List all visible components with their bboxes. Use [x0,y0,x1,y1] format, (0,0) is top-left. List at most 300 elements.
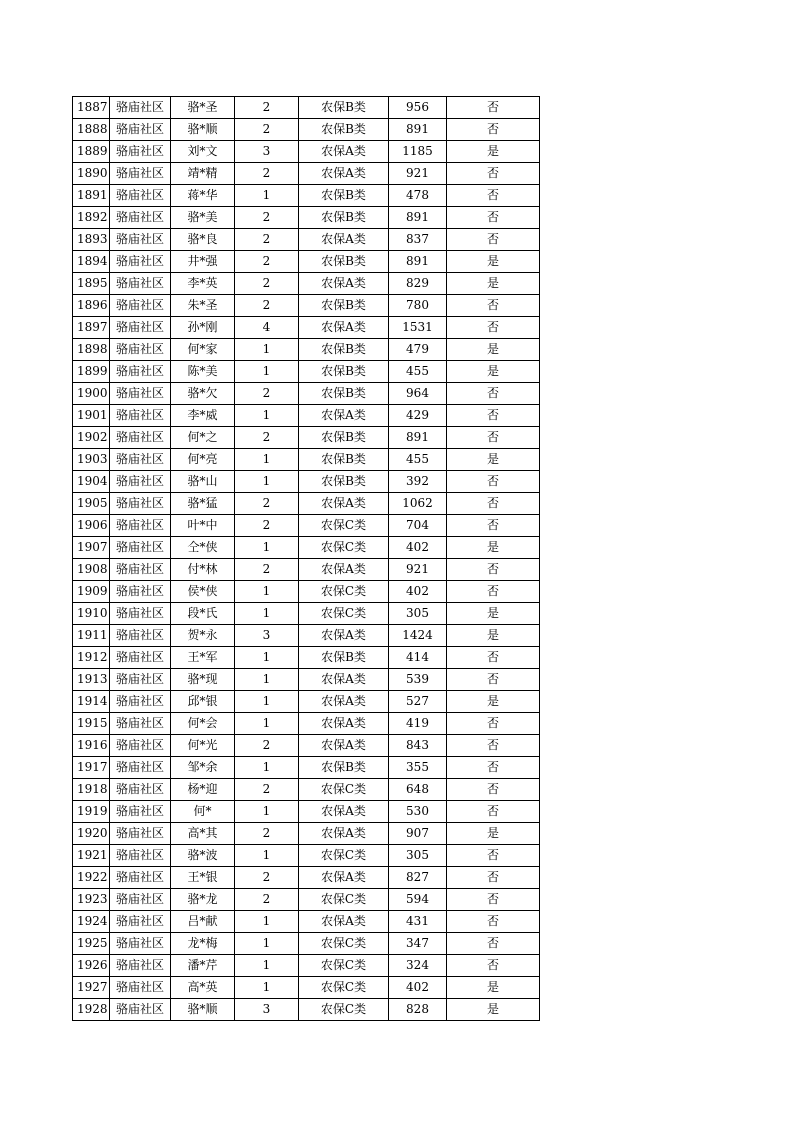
row-number-cell: 1891 [73,185,110,207]
row-number-cell: 1888 [73,119,110,141]
row-number-cell: 1898 [73,339,110,361]
insurance-type-cell: 农保C类 [299,603,389,625]
insurance-type-cell: 农保B类 [299,471,389,493]
household-size-cell: 2 [235,163,299,185]
community-cell: 骆庙社区 [110,97,171,119]
household-size-cell: 1 [235,691,299,713]
row-number-cell: 1910 [73,603,110,625]
table-row [73,273,540,295]
insurance-type-cell: 农保B类 [299,119,389,141]
row-number-cell: 1896 [73,295,110,317]
community-cell: 骆庙社区 [110,295,171,317]
insurance-type-cell: 农保B类 [299,251,389,273]
community-cell: 骆庙社区 [110,229,171,251]
name-cell: 骆*良 [171,229,235,251]
amount-cell: 1531 [389,317,447,339]
row-number-cell: 1903 [73,449,110,471]
table-row [73,361,540,383]
insurance-type-cell: 农保B类 [299,427,389,449]
community-cell: 骆庙社区 [110,713,171,735]
flag-cell: 否 [447,647,540,669]
table-row [73,405,540,427]
community-cell: 骆庙社区 [110,251,171,273]
name-cell: 靖*精 [171,163,235,185]
table-row [73,163,540,185]
insurance-type-cell: 农保C类 [299,515,389,537]
insurance-type-cell: 农保A类 [299,867,389,889]
name-cell: 王*银 [171,867,235,889]
insurance-type-cell: 农保B类 [299,757,389,779]
community-cell: 骆庙社区 [110,889,171,911]
amount-cell: 305 [389,603,447,625]
flag-cell: 否 [447,933,540,955]
table-row [73,713,540,735]
name-cell: 邱*银 [171,691,235,713]
insurance-type-cell: 农保A类 [299,625,389,647]
insurance-type-cell: 农保B类 [299,295,389,317]
row-number-cell: 1902 [73,427,110,449]
data-table [72,96,540,1021]
name-cell: 蒋*华 [171,185,235,207]
household-size-cell: 1 [235,603,299,625]
row-number-cell: 1887 [73,97,110,119]
insurance-type-cell: 农保A类 [299,273,389,295]
household-size-cell: 1 [235,977,299,999]
name-cell: 高*英 [171,977,235,999]
name-cell: 骆*现 [171,669,235,691]
flag-cell: 是 [447,251,540,273]
flag-cell: 否 [447,559,540,581]
table-row [73,207,540,229]
household-size-cell: 1 [235,339,299,361]
amount-cell: 478 [389,185,447,207]
name-cell: 陈*美 [171,361,235,383]
flag-cell: 否 [447,779,540,801]
row-number-cell: 1926 [73,955,110,977]
table-row [73,97,540,119]
community-cell: 骆庙社区 [110,427,171,449]
amount-cell: 829 [389,273,447,295]
household-size-cell: 1 [235,405,299,427]
community-cell: 骆庙社区 [110,867,171,889]
amount-cell: 455 [389,449,447,471]
name-cell: 叶*中 [171,515,235,537]
community-cell: 骆庙社区 [110,845,171,867]
household-size-cell: 2 [235,383,299,405]
amount-cell: 827 [389,867,447,889]
name-cell: 朱*圣 [171,295,235,317]
amount-cell: 891 [389,251,447,273]
community-cell: 骆庙社区 [110,669,171,691]
insurance-type-cell: 农保C类 [299,933,389,955]
flag-cell: 否 [447,119,540,141]
amount-cell: 1424 [389,625,447,647]
row-number-cell: 1892 [73,207,110,229]
table-row [73,867,540,889]
household-size-cell: 1 [235,955,299,977]
table-row [73,493,540,515]
name-cell: 骆*顺 [171,999,235,1021]
flag-cell: 否 [447,229,540,251]
insurance-type-cell: 农保B类 [299,185,389,207]
community-cell: 骆庙社区 [110,273,171,295]
name-cell: 杨*迎 [171,779,235,801]
row-number-cell: 1914 [73,691,110,713]
insurance-type-cell: 农保C类 [299,779,389,801]
table-row [73,603,540,625]
amount-cell: 1062 [389,493,447,515]
insurance-type-cell: 农保A类 [299,669,389,691]
household-size-cell: 3 [235,141,299,163]
community-cell: 骆庙社区 [110,493,171,515]
flag-cell: 是 [447,691,540,713]
amount-cell: 594 [389,889,447,911]
insurance-type-cell: 农保A类 [299,317,389,339]
amount-cell: 530 [389,801,447,823]
household-size-cell: 2 [235,735,299,757]
community-cell: 骆庙社区 [110,779,171,801]
household-size-cell: 1 [235,185,299,207]
row-number-cell: 1923 [73,889,110,911]
household-size-cell: 2 [235,559,299,581]
insurance-type-cell: 农保C类 [299,999,389,1021]
table-row [73,845,540,867]
community-cell: 骆庙社区 [110,999,171,1021]
insurance-type-cell: 农保C类 [299,977,389,999]
insurance-type-cell: 农保B类 [299,207,389,229]
row-number-cell: 1901 [73,405,110,427]
table-row [73,559,540,581]
flag-cell: 否 [447,669,540,691]
household-size-cell: 2 [235,119,299,141]
amount-cell: 402 [389,581,447,603]
table-row [73,317,540,339]
table-row [73,779,540,801]
row-number-cell: 1915 [73,713,110,735]
table-row [73,669,540,691]
insurance-type-cell: 农保A类 [299,559,389,581]
table-row [73,933,540,955]
name-cell: 骆*波 [171,845,235,867]
name-cell: 孙*刚 [171,317,235,339]
community-cell: 骆庙社区 [110,361,171,383]
row-number-cell: 1922 [73,867,110,889]
insurance-type-cell: 农保C类 [299,537,389,559]
flag-cell: 否 [447,581,540,603]
row-number-cell: 1890 [73,163,110,185]
amount-cell: 402 [389,977,447,999]
household-size-cell: 2 [235,427,299,449]
household-size-cell: 3 [235,999,299,1021]
household-size-cell: 2 [235,295,299,317]
insurance-type-cell: 农保C类 [299,955,389,977]
household-size-cell: 1 [235,801,299,823]
table-row [73,339,540,361]
household-size-cell: 1 [235,845,299,867]
name-cell: 何*光 [171,735,235,757]
insurance-type-cell: 农保A类 [299,493,389,515]
flag-cell: 否 [447,405,540,427]
flag-cell: 是 [447,977,540,999]
community-cell: 骆庙社区 [110,339,171,361]
row-number-cell: 1928 [73,999,110,1021]
household-size-cell: 2 [235,493,299,515]
name-cell: 刘*文 [171,141,235,163]
amount-cell: 429 [389,405,447,427]
community-cell: 骆庙社区 [110,317,171,339]
household-size-cell: 1 [235,361,299,383]
community-cell: 骆庙社区 [110,207,171,229]
insurance-type-cell: 农保B类 [299,383,389,405]
community-cell: 骆庙社区 [110,955,171,977]
name-cell: 何*家 [171,339,235,361]
community-cell: 骆庙社区 [110,801,171,823]
row-number-cell: 1904 [73,471,110,493]
row-number-cell: 1893 [73,229,110,251]
flag-cell: 否 [447,801,540,823]
amount-cell: 921 [389,559,447,581]
table-row [73,537,540,559]
community-cell: 骆庙社区 [110,449,171,471]
table-row [73,141,540,163]
name-cell: 李*英 [171,273,235,295]
insurance-type-cell: 农保A类 [299,735,389,757]
community-cell: 骆庙社区 [110,911,171,933]
table-row [73,977,540,999]
amount-cell: 414 [389,647,447,669]
flag-cell: 否 [447,889,540,911]
household-size-cell: 4 [235,317,299,339]
insurance-type-cell: 农保C类 [299,845,389,867]
name-cell: 何*之 [171,427,235,449]
table-row [73,691,540,713]
row-number-cell: 1918 [73,779,110,801]
flag-cell: 是 [447,141,540,163]
name-cell: 何* [171,801,235,823]
flag-cell: 否 [447,713,540,735]
amount-cell: 355 [389,757,447,779]
name-cell: 付*林 [171,559,235,581]
table-row [73,823,540,845]
community-cell: 骆庙社区 [110,141,171,163]
insurance-type-cell: 农保B类 [299,361,389,383]
row-number-cell: 1912 [73,647,110,669]
row-number-cell: 1916 [73,735,110,757]
name-cell: 段*氏 [171,603,235,625]
table-row [73,295,540,317]
insurance-type-cell: 农保B类 [299,449,389,471]
amount-cell: 324 [389,955,447,977]
name-cell: 骆*猛 [171,493,235,515]
insurance-type-cell: 农保B类 [299,97,389,119]
row-number-cell: 1924 [73,911,110,933]
flag-cell: 否 [447,955,540,977]
amount-cell: 455 [389,361,447,383]
name-cell: 邹*余 [171,757,235,779]
community-cell: 骆庙社区 [110,185,171,207]
amount-cell: 539 [389,669,447,691]
household-size-cell: 1 [235,933,299,955]
insurance-type-cell: 农保B类 [299,647,389,669]
household-size-cell: 1 [235,471,299,493]
table-row [73,449,540,471]
community-cell: 骆庙社区 [110,383,171,405]
household-size-cell: 2 [235,251,299,273]
household-size-cell: 2 [235,823,299,845]
row-number-cell: 1919 [73,801,110,823]
household-size-cell: 1 [235,669,299,691]
flag-cell: 否 [447,207,540,229]
flag-cell: 是 [447,537,540,559]
table-row [73,471,540,493]
community-cell: 骆庙社区 [110,625,171,647]
name-cell: 骆*龙 [171,889,235,911]
row-number-cell: 1895 [73,273,110,295]
household-size-cell: 2 [235,229,299,251]
community-cell: 骆庙社区 [110,119,171,141]
name-cell: 骆*美 [171,207,235,229]
flag-cell: 否 [447,493,540,515]
household-size-cell: 3 [235,625,299,647]
table-row [73,955,540,977]
table-row [73,801,540,823]
name-cell: 吕*献 [171,911,235,933]
flag-cell: 否 [447,97,540,119]
table-row [73,735,540,757]
amount-cell: 648 [389,779,447,801]
community-cell: 骆庙社区 [110,581,171,603]
flag-cell: 否 [447,317,540,339]
name-cell: 侯*侠 [171,581,235,603]
table-row [73,757,540,779]
row-number-cell: 1925 [73,933,110,955]
household-size-cell: 1 [235,537,299,559]
name-cell: 龙*梅 [171,933,235,955]
insurance-type-cell: 农保C类 [299,889,389,911]
row-number-cell: 1927 [73,977,110,999]
amount-cell: 1185 [389,141,447,163]
flag-cell: 否 [447,185,540,207]
household-size-cell: 2 [235,889,299,911]
amount-cell: 964 [389,383,447,405]
insurance-type-cell: 农保C类 [299,581,389,603]
row-number-cell: 1917 [73,757,110,779]
name-cell: 何*亮 [171,449,235,471]
name-cell: 潘*芹 [171,955,235,977]
table-row [73,515,540,537]
row-number-cell: 1894 [73,251,110,273]
name-cell: 何*会 [171,713,235,735]
amount-cell: 828 [389,999,447,1021]
community-cell: 骆庙社区 [110,735,171,757]
flag-cell: 否 [447,911,540,933]
name-cell: 骆*欠 [171,383,235,405]
amount-cell: 527 [389,691,447,713]
row-number-cell: 1906 [73,515,110,537]
flag-cell: 否 [447,383,540,405]
community-cell: 骆庙社区 [110,691,171,713]
community-cell: 骆庙社区 [110,559,171,581]
flag-cell: 是 [447,823,540,845]
amount-cell: 891 [389,119,447,141]
amount-cell: 305 [389,845,447,867]
row-number-cell: 1889 [73,141,110,163]
household-size-cell: 1 [235,911,299,933]
insurance-type-cell: 农保A类 [299,691,389,713]
row-number-cell: 1911 [73,625,110,647]
flag-cell: 否 [447,163,540,185]
row-number-cell: 1897 [73,317,110,339]
insurance-type-cell: 农保A类 [299,163,389,185]
flag-cell: 是 [447,449,540,471]
amount-cell: 347 [389,933,447,955]
flag-cell: 是 [447,361,540,383]
community-cell: 骆庙社区 [110,405,171,427]
name-cell: 骆*顺 [171,119,235,141]
community-cell: 骆庙社区 [110,647,171,669]
name-cell: 骆*山 [171,471,235,493]
amount-cell: 891 [389,207,447,229]
name-cell: 李*威 [171,405,235,427]
name-cell: 井*强 [171,251,235,273]
amount-cell: 843 [389,735,447,757]
community-cell: 骆庙社区 [110,163,171,185]
amount-cell: 891 [389,427,447,449]
insurance-type-cell: 农保A类 [299,229,389,251]
table-row [73,251,540,273]
flag-cell: 否 [447,471,540,493]
household-size-cell: 2 [235,779,299,801]
household-size-cell: 1 [235,713,299,735]
amount-cell: 402 [389,537,447,559]
flag-cell: 是 [447,625,540,647]
household-size-cell: 1 [235,647,299,669]
table-row [73,383,540,405]
household-size-cell: 2 [235,867,299,889]
table-row [73,999,540,1021]
insurance-type-cell: 农保A类 [299,405,389,427]
name-cell: 骆*圣 [171,97,235,119]
amount-cell: 921 [389,163,447,185]
table-row [73,427,540,449]
amount-cell: 907 [389,823,447,845]
flag-cell: 否 [447,757,540,779]
flag-cell: 否 [447,867,540,889]
insurance-type-cell: 农保A类 [299,823,389,845]
table-row [73,185,540,207]
community-cell: 骆庙社区 [110,977,171,999]
row-number-cell: 1900 [73,383,110,405]
amount-cell: 479 [389,339,447,361]
amount-cell: 431 [389,911,447,933]
household-size-cell: 2 [235,515,299,537]
community-cell: 骆庙社区 [110,823,171,845]
household-size-cell: 1 [235,449,299,471]
name-cell: 贺*永 [171,625,235,647]
insurance-type-cell: 农保A类 [299,713,389,735]
table-row [73,911,540,933]
table-row [73,581,540,603]
flag-cell: 是 [447,339,540,361]
insurance-type-cell: 农保B类 [299,339,389,361]
flag-cell: 是 [447,603,540,625]
amount-cell: 956 [389,97,447,119]
table-row [73,625,540,647]
community-cell: 骆庙社区 [110,757,171,779]
community-cell: 骆庙社区 [110,603,171,625]
row-number-cell: 1899 [73,361,110,383]
name-cell: 仝*侠 [171,537,235,559]
